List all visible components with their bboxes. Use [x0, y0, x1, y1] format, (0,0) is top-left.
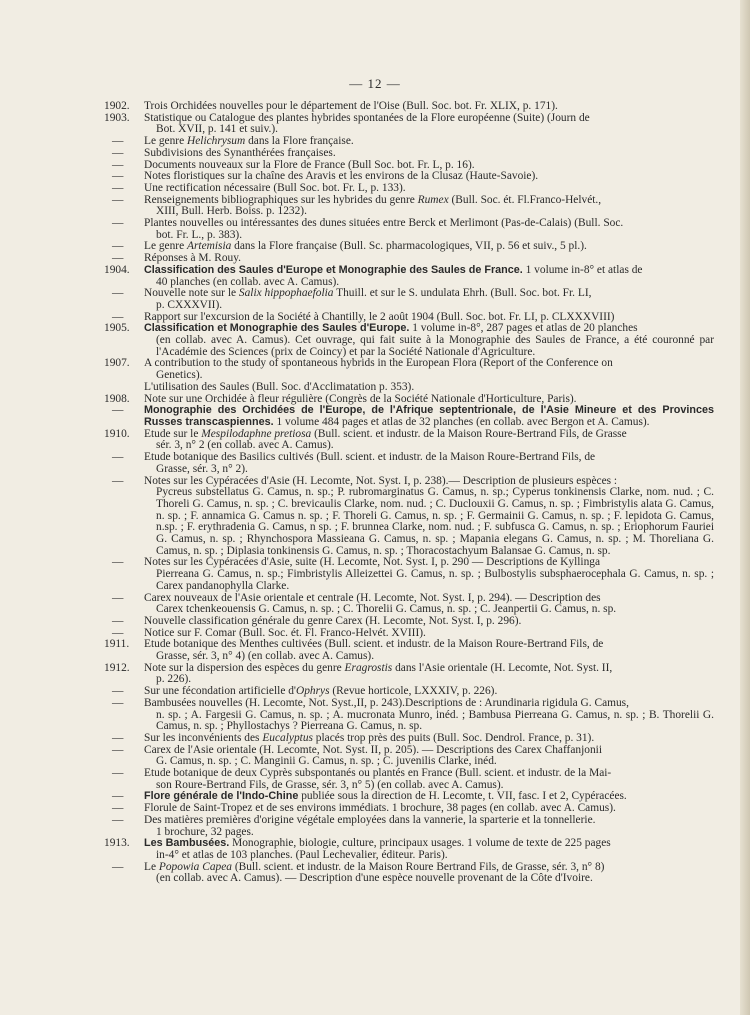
entry-text-continued: sér. 3, n° 2 (en collab. avec A. Camus).	[156, 439, 334, 452]
entry-text-continued: Carex tchenkeouensis G. Camus, n. sp. ; C. Thorelii G. Camus, n. sp. ; C. Jeanpertii G. Camus, n. sp.	[156, 603, 617, 616]
entry-text-lead: Note sur la dispersion des espèces du genre	[144, 661, 345, 674]
entry-text-continued: Grasse, sér. 3, n° 2).	[156, 462, 248, 475]
entry-text-main: (Bull. scient. et industr. de la Maison Roure-Bertrand Fils, de Grasse	[311, 427, 627, 440]
entry-text-lead: Le	[144, 860, 159, 873]
entry-text-main: publiée sous la direction de H. Lecomte, t. VII, fasc. I et 2, Cypéracées.	[298, 790, 627, 803]
entry-year: —	[112, 404, 124, 417]
bibliography-entry	[104, 639, 714, 662]
entry-text-main: Notice sur F. Comar (Bull. Soc. ét. Fl. Franco-Helvét. XVIII).	[144, 626, 426, 639]
entry-text	[144, 557, 714, 592]
entry-year: —	[112, 451, 124, 464]
entry-year: —	[112, 310, 124, 323]
entry-year: —	[112, 767, 124, 780]
entry-text-main: (Revue horticole, LXXXIV, p. 226).	[329, 685, 498, 698]
taxon-name: Salix hippophaefolia	[238, 287, 334, 300]
entry-year: —	[112, 252, 124, 265]
entry-text-main: (Bull. scient. et industr. de la Maison Roure Bertrand Fils, de Grasse, sér. 3, n° 8)	[231, 860, 605, 873]
entry-text-main: Des matières premières d'origine végétale employées dans la vannerie, la sparterie et la tonnellerie.	[144, 813, 596, 826]
entry-year: —	[112, 685, 124, 698]
entry-year: 1903.	[104, 111, 130, 124]
entry-year: —	[112, 802, 124, 815]
entry-text	[144, 452, 714, 475]
entry-text-main: A contribution to the study of spontaneous hybrids in the European Flora (Report of the Conference on	[144, 357, 613, 370]
entry-text-continued: (en collab. avec A. Camus). Cet ouvrage, qui fait suite à la Monographie des Saules de France, a été couronné par l'Académie des Sciences (prix de Coincy) et par la Société Nationale d'Agriculture.	[156, 334, 714, 358]
entry-year: —	[112, 158, 124, 171]
entry-year: —	[112, 731, 124, 744]
entry-year: —	[112, 614, 124, 627]
entry-text-main: 1 volume in-8° et atlas de	[522, 263, 643, 276]
entry-text	[144, 862, 714, 885]
entry-text-main: Subdivisions des Synanthérées françaises.	[144, 146, 336, 159]
bibliography-entry	[104, 745, 714, 768]
entry-year: 1910.	[104, 427, 130, 440]
entry-year: —	[112, 474, 124, 487]
entry-text-main: Trois Orchidées nouvelles pour le département de l'Oise (Bull. Soc. bot. Fr. XLIX, p. 171).	[144, 100, 558, 112]
entry-year: —	[112, 193, 124, 206]
entry-text-continued: son Roure-Bertrand Fils, de Grasse, sér. 3, n° 5) (en collab. avec A. Camus).	[156, 778, 504, 791]
entry-text	[144, 768, 714, 791]
entry-text-main: Documents nouveaux sur la Flore de France (Bull Soc. bot. Fr. L, p. 16).	[144, 158, 475, 171]
entry-text-lead: Sur les inconvénients des	[144, 731, 263, 744]
entry-text	[144, 476, 714, 558]
entry-text-continued: p. CXXXVII).	[156, 298, 223, 311]
taxon-name: Ophrys	[295, 685, 330, 698]
entry-year: —	[112, 860, 124, 873]
entry-text-main: Réponses à M. Rouy.	[144, 252, 242, 265]
entry-year: —	[112, 287, 124, 300]
entry-text-main: Etude botanique des Basilics cultivés (Bull. scient. et industr. de la Maison Roure-Bertrand Fils, de	[144, 451, 596, 464]
entry-year: —	[112, 591, 124, 604]
entry-year: 1904.	[104, 263, 130, 276]
entry-text-main: Carex nouveaux de l'Asie orientale et centrale (H. Lecomte, Not. Syst. I, p. 294). — Description des	[144, 591, 601, 604]
entry-text-main: Note sur une Orchidée à fleur régulière (Congrès de la Société Nationale d'Horticulture, Paris).	[144, 392, 577, 405]
entry-text	[144, 323, 714, 358]
entry-text-continued: Grasse, sér. 3, n° 4) (en collab. avec A. Camus).	[156, 650, 375, 663]
entry-year: 1911.	[104, 638, 130, 651]
entry-text-main: dans l'Asie orientale (H. Lecomte, Not. Syst. II,	[392, 661, 613, 674]
entry-text-continued: bot. Fr. L., p. 383).	[156, 228, 243, 241]
entry-text-main: dans la Flore française (Bull. Sc. pharmacologiques, VII, p. 56 et suiv., 5 pl.).	[231, 240, 587, 253]
entry-year: 1908.	[104, 392, 130, 405]
entry-year: —	[112, 135, 124, 148]
entry-text-continued: 40 planches (en collab. avec A. Camus).	[156, 275, 340, 288]
taxon-name: Artemisia	[187, 240, 232, 253]
taxon-name: Helichrysum	[187, 135, 246, 148]
entry-year: —	[112, 790, 124, 803]
page-edge	[740, 0, 750, 1015]
entry-text-continued: 1 brochure, 32 pages.	[156, 825, 254, 838]
bibliography-entry	[104, 323, 714, 358]
bibliography-entry	[104, 557, 714, 592]
entry-text	[144, 405, 714, 428]
entry-year: —	[112, 181, 124, 194]
entry-year: 1912.	[104, 661, 130, 674]
entry-text-lead: Le genre	[144, 135, 188, 148]
bibliography-entry	[104, 358, 714, 381]
entry-text	[144, 195, 714, 218]
work-title: Flore générale de l'Indo-Chine	[144, 790, 299, 803]
bibliography-entry	[104, 429, 714, 452]
entry-year: —	[112, 626, 124, 639]
entry-text-main: L'utilisation des Saules (Bull. Soc. d'Acclimatation p. 353).	[144, 380, 415, 393]
taxon-name: Mespilodaphne pretiosa	[201, 427, 312, 440]
entry-text-continued: G. Camus, n. sp. ; C. Manginii G. Camus, n. sp. ; C. juvenilis Clarke, inéd.	[156, 755, 497, 768]
entry-year: 1907.	[104, 357, 130, 370]
bibliography-entry	[104, 288, 714, 311]
entry-text-main: (Bull. Soc. ét. Fl.Franco-Helvét.,	[448, 193, 602, 206]
entry-text	[144, 815, 714, 838]
entry-text-continued: XIII, Bull. Herb. Boiss. p. 1232).	[156, 205, 307, 218]
bibliography-entry	[104, 698, 714, 733]
entry-text-lead: Le genre	[144, 240, 188, 253]
entry-text-continued: Genetics).	[156, 369, 203, 382]
entry-text-continued: (en collab. avec A. Camus). — Description d'une espèce nouvelle provenant de la Côte d'Ivoire.	[156, 872, 593, 885]
bibliography-entry	[104, 663, 714, 686]
entry-year: —	[112, 217, 124, 230]
entry-text-main: Florule de Saint-Tropez et de ses environs immédiats. 1 brochure, 38 pages (en collab. avec A. Camus).	[144, 802, 616, 815]
bibliography-entry	[104, 218, 714, 241]
entry-text-main: 1 volume in-8°, 287 pages et atlas de 20 planches	[409, 322, 638, 335]
entry-text	[144, 639, 714, 662]
entry-text	[144, 745, 714, 768]
entry-text-main: Plantes nouvelles ou intéressantes des dunes situées entre Berck et Merlimont (Pas-de-Calais) (Bull. Soc.	[144, 217, 624, 230]
page-number: — 12 —	[349, 76, 401, 91]
taxon-name: Eragrostis	[344, 661, 393, 674]
work-title: Monographie des Orchidées de l'Europe, de l'Afrique septentrionale, de l'Asie Mineure et des Provinces Russes transcaspiennes.	[144, 404, 714, 428]
entry-text-main: 1 volume 484 pages et atlas de 32 planches (en collab. avec Bergon et A. Camus).	[273, 415, 650, 428]
work-title: Classification des Saules d'Europe et Monographie des Saules de France.	[144, 263, 523, 276]
entry-text-lead: Nouvelle note sur le	[144, 287, 239, 300]
entry-text	[144, 218, 714, 241]
entry-text	[144, 288, 714, 311]
work-title: Classification et Monographie des Saules d'Europe.	[144, 322, 410, 335]
bibliography-entry	[104, 265, 714, 288]
entry-text	[144, 838, 714, 861]
entry-year: —	[112, 813, 124, 826]
entry-text-main: Rapport sur l'excursion de la Société à Chantilly, le 2 août 1904 (Bull. Soc. bot. Fr. LI, p. CLXXXVIII)	[144, 310, 615, 323]
entry-year: —	[112, 146, 124, 159]
entry-text	[144, 429, 714, 452]
entry-text-main: Monographie, biologie, culture, principaux usages. 1 volume de texte de 225 pages	[229, 837, 611, 850]
entry-text-main: Notes floristiques sur la chaîne des Aravis et les environs de la Clusaz (Haute-Savoie).	[144, 170, 539, 183]
entry-text-main: placés trop près des puits (Bull. Soc. Dendrol. France, p. 31).	[312, 731, 595, 744]
entry-text-continued: n. sp. ; A. Fargesii G. Camus, n. sp. ; A. mucronata Munro, inéd. ; Bambusa Pierreana G. Camus, n. sp. ; B. Thorelii G. Camus, n. sp. ; Phyllostachys ? Pierreana G. Camus, n. sp.	[156, 708, 714, 733]
entry-text-continued: Bot. XVII, p. 141 et suiv.).	[156, 123, 279, 136]
entry-text	[144, 265, 714, 288]
bibliography-entry	[104, 405, 714, 428]
entry-text	[144, 593, 714, 616]
entry-text-main: Notes sur les Cypéracées d'Asie, suite (H. Lecomte, Not. Syst. I, p. 290 — Descriptions de Kyllinga	[144, 556, 601, 569]
entry-text	[144, 698, 714, 733]
entry-text-main: Nouvelle classification générale du genre Carex (H. Lecomte, Not. Syst. I, p. 296).	[144, 614, 522, 627]
entry-year: —	[112, 743, 124, 756]
entry-year: 1902.	[104, 100, 130, 112]
bibliography-entry	[104, 195, 714, 218]
entry-text-continued: Pycreus substellatus G. Camus, n. sp.; P. rubromarginatus G. Camus, n. sp.; Cyperus tonkinensis Clarke, nom. nud. ; C. Thoreli G. Camus, n. sp. ; C. brevicaulis Clarke, nom. nud. ; C. Duclouxii G. Camus, n. sp. ; Fimbristylis alata G. Camus, n. sp. ; F. annamica G. Camus n. sp. ; F. Thoreli G. Camus, n. sp. ; F. Germainii G. Camus, n. sp. ; F. lepidota G. Camus, n.sp. ; F. erythradenia G. Camus, n sp. ; F. brunnea Clarke, nom. nud. ; F. subfusca G. Camus, n. sp. ; Eriophorum Fauriei G. Camus, n. sp. ; Rhynchospora Massieana G. Camus, n. sp. ; Mapania elegans G. Camus, n. sp. ; M. Thoreliana G. Camus, n. sp. ; Diplasia tonkinensis G. Camus, n. sp. ; Thoracostachyum Balansae G. Camus, n. sp.	[156, 486, 714, 557]
entry-text-continued: Pierreana G. Camus, n. sp.; Fimbristylis Alleizettei G. Camus, n. sp. ; Bulbostylis subsphaerocephala G. Camus, n. sp. ; Carex pandanophylla Clarke.	[156, 568, 714, 592]
bibliography-entry	[104, 768, 714, 791]
entry-text-main: Thuill. et sur le S. undulata Ehrh. (Bull. Soc. bot. Fr. LI,	[333, 287, 592, 300]
entry-text-main: dans la Flore française.	[245, 135, 354, 148]
entry-year: —	[112, 696, 124, 709]
entry-year: —	[112, 170, 124, 183]
taxon-name: Popowia Capea	[158, 860, 232, 873]
entry-text	[144, 358, 714, 381]
entry-text-lead: Renseignements bibliographiques sur les hybrides du genre	[144, 193, 418, 206]
entry-text-continued: p. 226).	[156, 673, 192, 686]
entry-text-continued: in-4° et atlas de 103 planches. (Paul Lechevalier, éditeur. Paris).	[156, 849, 448, 861]
entry-text	[144, 113, 714, 136]
entry-year: 1913.	[104, 837, 130, 850]
entry-year: 1905.	[104, 322, 130, 335]
entry-text-lead: Etude sur le	[144, 427, 202, 440]
entry-text-main: Etude botanique de deux Cyprès subspontanés ou plantés en France (Bull. scient. et industr. de la Mai-	[144, 767, 612, 780]
entry-year: —	[112, 556, 124, 569]
taxon-name: Rumex	[417, 193, 449, 206]
bibliography-entry	[104, 113, 714, 136]
bibliography-entry	[104, 862, 714, 885]
entry-year: —	[112, 240, 124, 253]
bibliography-entry	[104, 476, 714, 558]
entry-text-main: Bambusées nouvelles (H. Lecomte, Not. Syst.,II, p. 243).Descriptions de : Arundinaria rigidula G. Camus,	[144, 696, 629, 709]
entry-text-main: Carex de l'Asie orientale (H. Lecomte, Not. Syst. II, p. 205). — Descriptions des Carex Chaffanjonii	[144, 743, 602, 756]
bibliography-entry	[104, 815, 714, 838]
taxon-name: Eucalyptus	[262, 731, 313, 744]
entry-text-main: Etude botanique des Menthes cultivées (Bull. scient. et industr. de la Maison Roure-Bertrand Fils, de	[144, 638, 604, 651]
entry-text-main: Statistique ou Catalogue des plantes hybrides spontanées de la Flore européenne (Suite) (Journ de	[144, 111, 590, 124]
entry-text-main: Une rectification nécessaire (Bull Soc. bot. Fr. L, p. 133).	[144, 181, 406, 194]
bibliography-entry	[104, 838, 714, 861]
entry-text-lead: Sur une fécondation artificielle d'	[144, 685, 296, 698]
entry-text-main: Notes sur les Cypéracées d'Asie (H. Lecomte, Not. Syst. I, p. 238).— Description de plusieurs espèces :	[144, 474, 618, 487]
bibliography-entry	[104, 593, 714, 616]
bibliography-list	[104, 101, 714, 885]
work-title: Les Bambusées.	[144, 837, 230, 850]
bibliography-entry	[104, 452, 714, 475]
entry-text	[144, 663, 714, 686]
